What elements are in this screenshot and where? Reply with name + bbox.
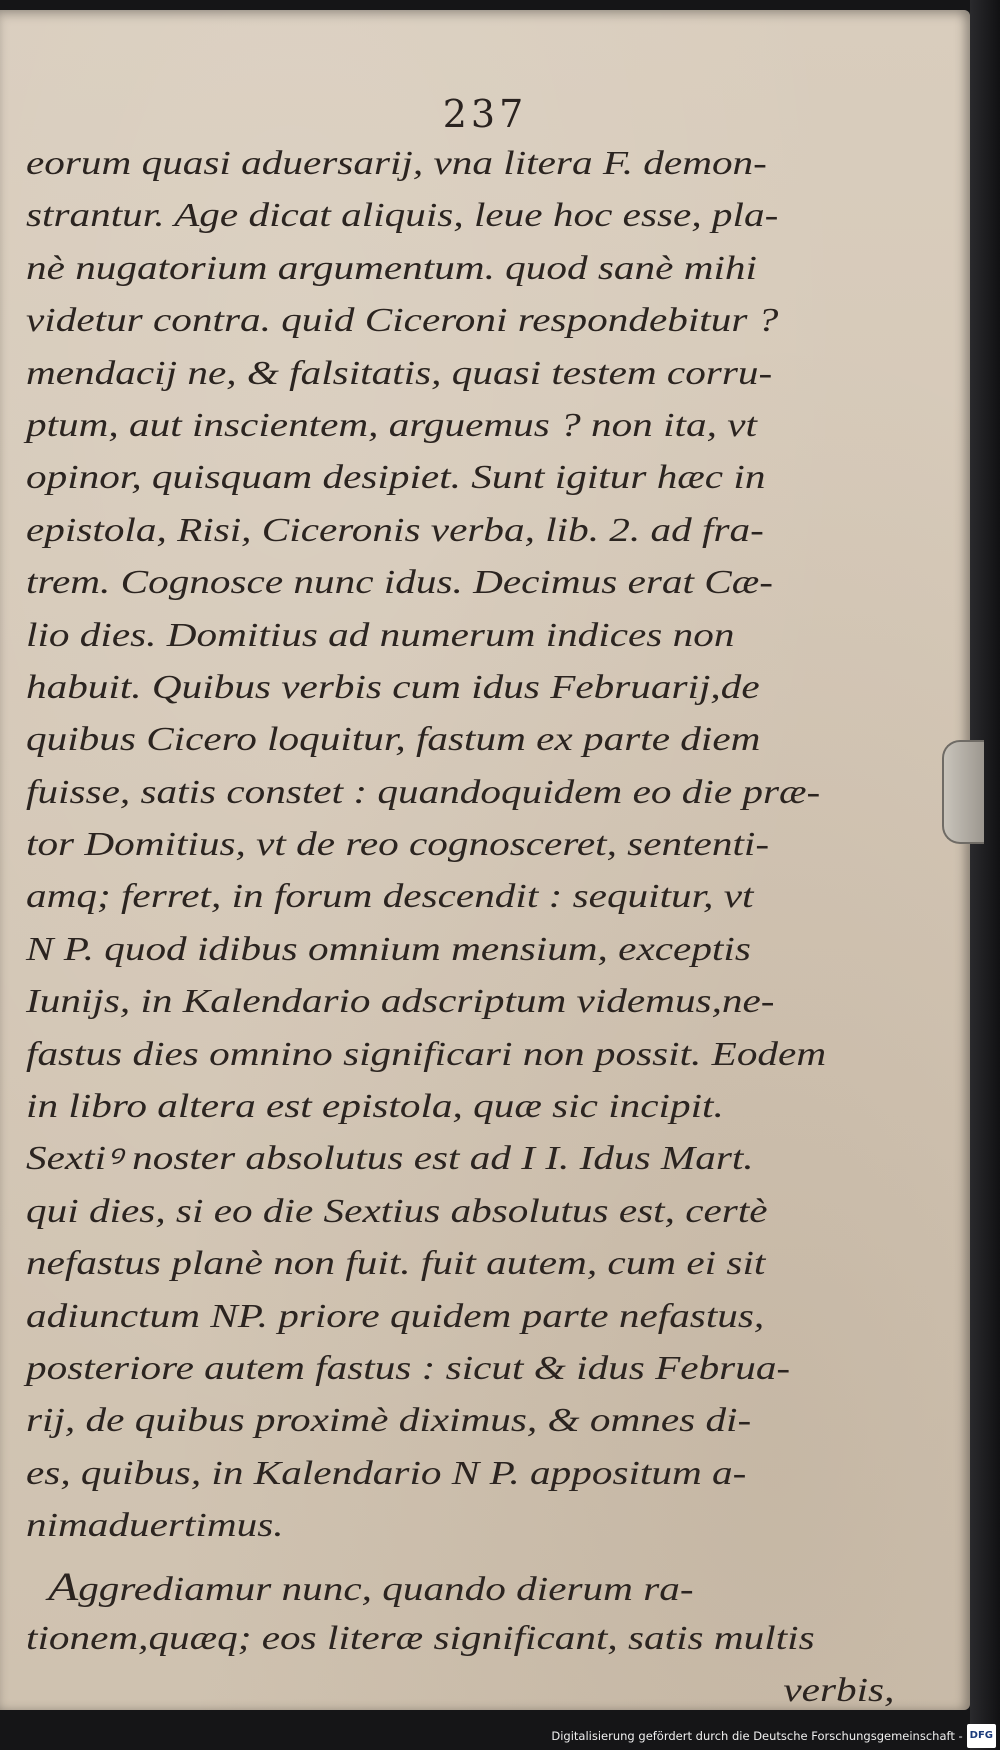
dfg-logo-icon: DFG [967, 1724, 996, 1748]
text-line: in libro altera est epistola, quæ sic incipit. [26, 1088, 724, 1126]
text-line: nimaduertimus. [26, 1507, 284, 1545]
text-line: Sextiꝰ noster absolutus est ad I I. Idus Mart. [26, 1140, 754, 1178]
text-line: ptum, aut inscientem, arguemus ? non ita, vt [26, 406, 757, 444]
text-line: adiunctum NP. priore quidem parte nefastus, [26, 1297, 765, 1335]
book-page [0, 10, 970, 1710]
text-line: posteriore autem fastus : sicut & idus Februa- [26, 1349, 791, 1387]
text-line: N P. quod idibus omnium mensium, exceptis [26, 930, 751, 968]
drop-capital: A [48, 1563, 79, 1609]
credit-text: Digitalisierung gefördert durch die Deutsche Forschungsgemeinschaft - [551, 1729, 963, 1743]
text-line: fastus dies omnino significari non possit. Eodem [26, 1035, 827, 1073]
text-line: strantur. Age dicat aliquis, leue hoc esse, pla- [26, 197, 779, 235]
text-line: mendacij ne, & falsitatis, quasi testem corru- [26, 354, 773, 392]
text-line: qui dies, si eo die Sextius absolutus est, certè [26, 1192, 768, 1230]
text-line: trem. Cognosce nunc idus. Decimus erat Cæ- [26, 564, 773, 602]
text-line: lio dies. Domitius ad numerum indices non [26, 616, 735, 654]
text-line: nefastus planè non fuit. fuit autem, cum ei sit [26, 1245, 766, 1283]
text-line: rij, de quibus proximè diximus, & omnes di- [26, 1402, 752, 1440]
paragraph-start [26, 1561, 897, 1613]
text-line: tionem,quæq; eos literæ significant, satis multis [26, 1619, 815, 1657]
text-line: fuisse, satis constet : quandoquidem eo die præ- [26, 773, 821, 811]
text-line-rest: ggrediamur nunc, quando dierum ra- [78, 1570, 694, 1608]
text-line: videtur contra. quid Ciceroni respondebitur ? [26, 302, 779, 340]
text-line: Iunijs, in Kalendario adscriptum videmus,ne- [26, 983, 775, 1021]
text-line: epistola, Risi, Ciceronis verba, lib. 2. ad fra- [26, 511, 764, 549]
page-text [26, 138, 897, 1718]
text-line: eorum quasi aduersarij, vna litera F. demon- [26, 145, 767, 182]
text-line: amq; ferret, in forum descendit : sequitur, vt [26, 878, 754, 916]
text-line: es, quibus, in Kalendario N P. appositum a- [26, 1454, 747, 1492]
binding-edge [970, 0, 1000, 1750]
text-line: nè nugatorium argumentum. quod sanè mihi [26, 249, 757, 287]
page-clip-tab [942, 740, 984, 844]
text-line: tor Domitius, vt de reo cognosceret, sententi- [26, 826, 770, 864]
text-line: quibus Cicero loquitur, fastum ex parte diem [26, 721, 761, 759]
digitization-credit [551, 1725, 996, 1747]
text-line: habuit. Quibus verbis cum idus Februarij,de [26, 668, 760, 706]
page-number: 237 [442, 92, 528, 136]
catchword: verbis, [783, 1672, 895, 1710]
text-line: opinor, quisquam desipiet. Sunt igitur hæc in [26, 459, 766, 497]
